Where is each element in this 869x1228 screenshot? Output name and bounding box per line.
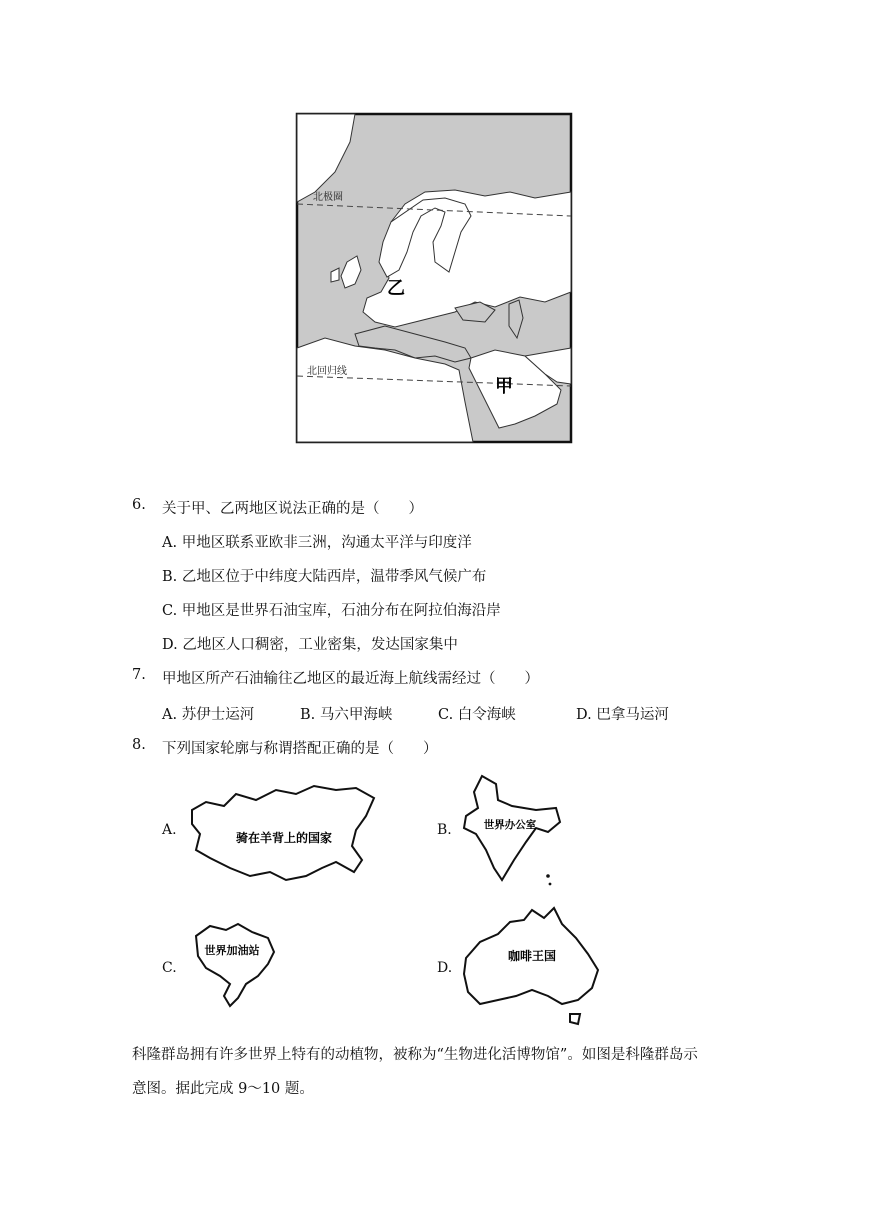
- question-8-option-c-letter: C.: [162, 960, 177, 976]
- australia-outline: [458, 904, 602, 1032]
- question-8-option-a-label: 骑在羊背上的国家: [235, 831, 333, 845]
- question-8-option-b-label: 世界办公室: [483, 819, 537, 831]
- intro-line-1: 科隆群岛拥有许多世界上特有的动植物，被称为“生物进化活博物馆”。如图是科隆群岛示: [132, 1047, 698, 1063]
- question-8-option-d-letter: D.: [437, 960, 453, 976]
- question-8-option-a-letter: A.: [162, 822, 177, 838]
- question-8-option-c-figure: [190, 918, 276, 1008]
- question-7-option-d: D. 巴拿马运河: [576, 707, 669, 723]
- question-8-option-c-label: 世界加油站: [204, 944, 260, 957]
- question-6-option-b: B. 乙地区位于中纬度大陆西岸，温带季风气候广布: [162, 569, 487, 585]
- question-8-option-b-letter: B.: [437, 822, 452, 838]
- question-6-option-c: C. 甲地区是世界石油宝库，石油分布在阿拉伯海沿岸: [162, 603, 501, 619]
- question-8-option-d-label: 咖啡王国: [507, 949, 557, 963]
- europe-middle-east-map: [295, 112, 573, 444]
- india-outline: [452, 772, 564, 890]
- question-7-stem: 甲地区所产石油输往乙地区的最近海上航线需经过（ ）: [162, 671, 539, 687]
- russia-outline: [186, 780, 382, 884]
- question-8-option-d-figure: [458, 904, 602, 1032]
- question-7-option-c: C. 白令海峡: [438, 707, 516, 723]
- map-label-yi: 乙: [387, 278, 405, 299]
- map-label-tropic: 北回归线: [307, 366, 347, 377]
- question-6-stem: 关于甲、乙两地区说法正确的是（ ）: [162, 501, 423, 517]
- map-svg: [295, 112, 573, 444]
- question-7-number: 7.: [132, 667, 146, 683]
- brazil-outline: [190, 918, 276, 1008]
- intro-line-2: 意图。据此完成 9～10 题。: [132, 1081, 314, 1097]
- question-6-option-d: D. 乙地区人口稠密，工业密集，发达国家集中: [162, 637, 458, 653]
- question-8-option-b-figure: [452, 772, 564, 890]
- question-6-option-a: A. 甲地区联系亚欧非三洲，沟通太平洋与印度洋: [162, 535, 472, 551]
- question-6-number: 6.: [132, 497, 146, 513]
- question-8-option-a-figure: [186, 780, 382, 884]
- question-7-option-b: B. 马六甲海峡: [300, 707, 393, 723]
- question-8-stem: 下列国家轮廓与称谓搭配正确的是（ ）: [162, 741, 438, 757]
- question-8-number: 8.: [132, 737, 146, 753]
- question-7-option-a: A. 苏伊士运河: [162, 707, 255, 723]
- map-label-jia: 甲: [495, 376, 513, 397]
- map-label-arctic: 北极圈: [313, 192, 343, 203]
